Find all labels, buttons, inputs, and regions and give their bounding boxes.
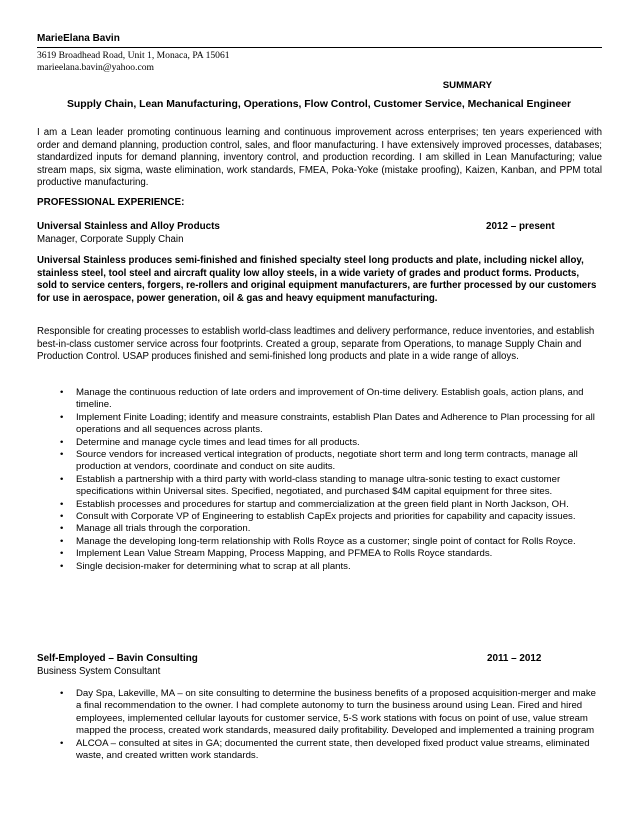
- job-2-bullets: [0, 688, 600, 762]
- company-description: Universal Stainless produces semi-finished and finished specialty steel long products and plate, including nickel alloy, stainless steel, tool steel and aircraft quality low alloy steels, in a wide variety of grades and product forms. Products, sold to service centers, forgers, re-rollers and original equipment manufacturers, are further processed by our customers for use in aerospace, power generation, oil & gas and heavy equipment manufacturing.: [37, 255, 597, 304]
- bullet-icon: •: [60, 737, 64, 749]
- bullet-icon: •: [60, 387, 64, 398]
- summary-heading: SUMMARY: [442, 80, 492, 91]
- header-rule: [37, 47, 602, 48]
- address: 3619 Broadhead Road, Unit 1, Monaca, PA 15061: [37, 50, 230, 61]
- list-item: • Implement Finite Loading; identify and measure constraints, establish Plan Dates and Adherence to Plan processing for all operations and all sequences across plants.: [60, 411, 595, 436]
- job-header-1: [37, 221, 602, 232]
- bullet-icon: •: [60, 473, 64, 485]
- bullet-icon: •: [60, 449, 64, 461]
- bullet-icon: •: [60, 511, 64, 523]
- list-item: • Establish a partnership with a third party with world-class standing to manage ultra-sonic testing to exact customer specifications within Universal sites. Specified, negotiated, and purchased $4M capital equipment for three sites.: [60, 473, 561, 498]
- bullet-icon: •: [60, 560, 64, 572]
- list-item: • Manage the developing long-term relationship with Rolls Royce as a customer; single point of contact for Rolls Royce.: [60, 535, 576, 547]
- bullet-icon: •: [60, 498, 64, 510]
- job-company: Universal Stainless and Alloy Products: [37, 221, 220, 232]
- bullet-icon: •: [60, 523, 64, 535]
- summary-text: I am a Lean leader promoting continuous learning and continuous improvement across enterprises; ten years experienced with order and demand planning, production control, sales, and floor manufacturing. I have extensively improved processes, databases; standardized inputs for demand planning, inventory control, and production recording. I am skilled in Lean Manufacturing; value stream maps, six sigma, waste elimination, work standards, FMEA, Poka-Yoke (mistake proofing), Kaizen, Kanban, and PPM total productive manufacturing.: [37, 127, 602, 189]
- experience-heading: PROFESSIONAL EXPERIENCE:: [37, 197, 185, 208]
- list-item: • ALCOA – consulted at sites in GA; documented the current state, then developed fixed product value streams, eliminated waste, and created written work standards.: [60, 737, 590, 762]
- summary-headline: Supply Chain, Lean Manufacturing, Operations, Flow Control, Customer Service, Mechanical Engineer: [66, 99, 572, 110]
- job-dates: 2011 – 2012: [487, 653, 542, 664]
- bullet-icon: •: [60, 535, 64, 547]
- job-dates: 2012 – present: [486, 221, 555, 232]
- list-item: • Manage all trials through the corporation.: [60, 523, 251, 535]
- list-item: • Establish processes and procedures for startup and commercialization at the green field plant in North Jackson, OH.: [60, 498, 569, 510]
- email: marieelana.bavin@yahoo.com: [37, 62, 154, 73]
- list-item: • Manage the continuous reduction of late orders and improvement of On-time delivery. Establish goals, action plans, and timeline.: [60, 387, 584, 411]
- list-item: • Determine and manage cycle times and lead times for all products.: [60, 436, 360, 448]
- job-company: Self-Employed – Bavin Consulting: [37, 653, 198, 664]
- candidate-name: MarieElana Bavin: [37, 33, 120, 44]
- job-title: Business System Consultant: [37, 666, 161, 677]
- job-responsibility: Responsible for creating processes to establish world-class leadtimes and delivery performance, reduce inventories, and establish best-in-class customer service across four footprints. Created a group, separate from Operations, to manage Supply Chain and Production Control. USAP produces finished and semi-finished long products and plate in a wide range of alloys.: [37, 326, 595, 363]
- list-item: • Single decision-maker for determining what to scrap at all plants.: [60, 560, 351, 572]
- bullet-icon: •: [60, 548, 64, 560]
- job-title: Manager, Corporate Supply Chain: [37, 234, 184, 245]
- contact-block: [37, 50, 230, 74]
- job-header-2: [37, 653, 602, 664]
- list-item: • Consult with Corporate VP of Engineering to establish CapEx projects and priorities for capability and capacity issues.: [60, 511, 576, 523]
- list-item: • Source vendors for increased vertical integration of products, negotiate short term and long term contracts, manage all production at vendors, coordinate and conduct on site audits.: [60, 449, 578, 473]
- job-1-bullets: [0, 387, 600, 573]
- list-item: • Day Spa, Lakeville, MA – on site consulting to determine the business benefits of a proposed acquisition-merger and make a final recommendation to the owner. I had complete autonomy to turn the business around using Lean. Fired and hired employees, implemented cellular layouts for customer service, 5-S work stations with focus on point of use, value stream mapped the process, created work standards, measured daily profitability. Developed and implemented a training program: [60, 688, 596, 737]
- list-item: • Implement Lean Value Stream Mapping, Process Mapping, and PFMEA to Rolls Royce standards.: [60, 548, 493, 560]
- bullet-icon: •: [60, 688, 64, 699]
- bullet-icon: •: [60, 411, 64, 423]
- bullet-icon: •: [60, 436, 64, 448]
